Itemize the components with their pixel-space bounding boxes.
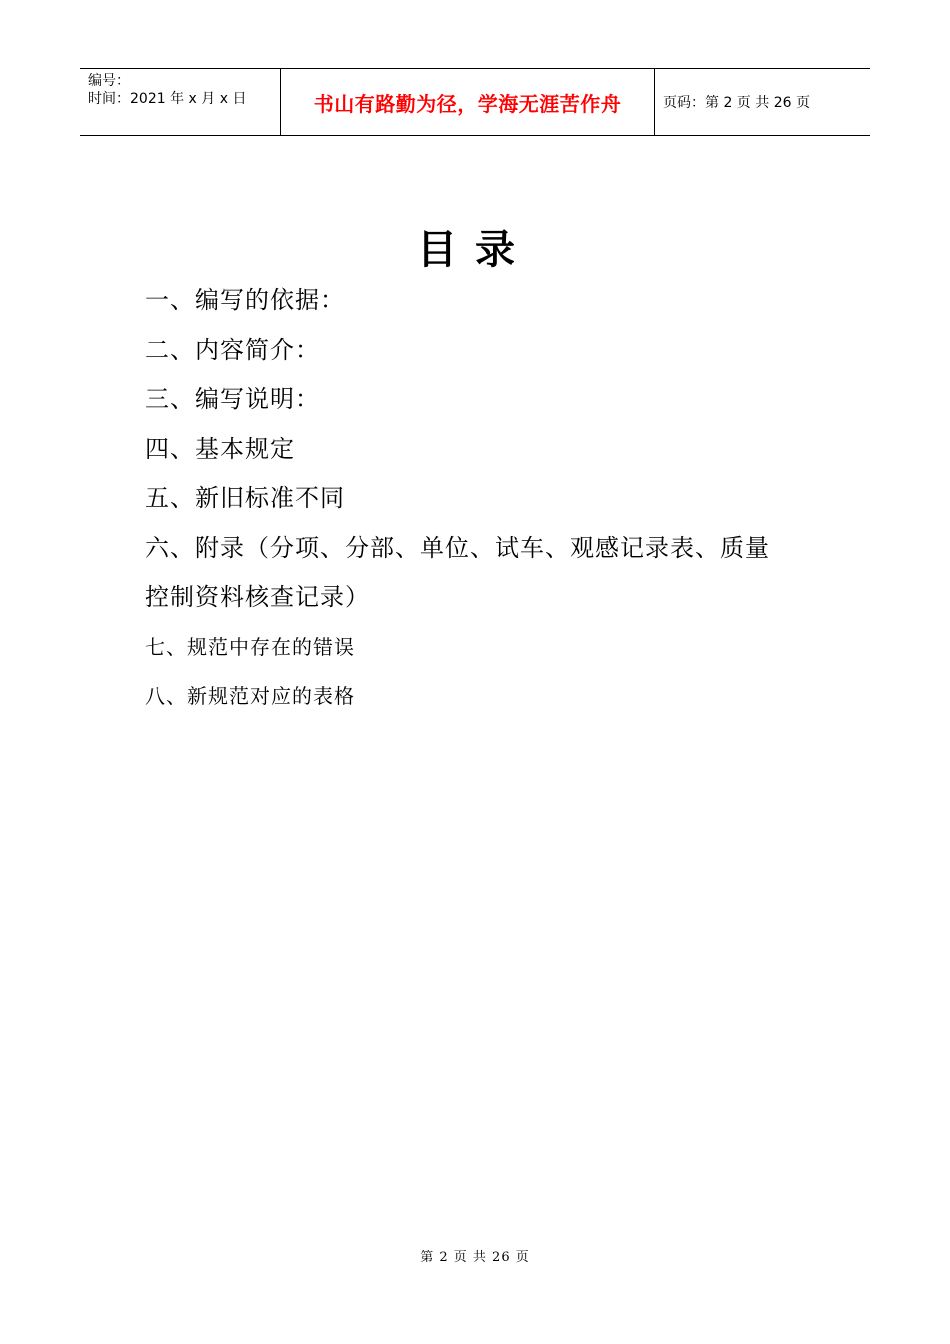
document-date: 时间：2021 年 x 月 x 日	[88, 91, 247, 107]
toc-item: 七、规范中存在的错误	[145, 634, 355, 659]
toc-item: 三、编写说明：	[145, 385, 320, 413]
header-page-info: 页码：第 2 页 共 26 页	[663, 95, 810, 111]
page-title: 目录	[417, 227, 533, 273]
header-motto-cell	[281, 69, 655, 135]
header-motto: 书山有路勤为径，学海无涯苦作舟	[313, 91, 622, 116]
toc-item: 四、基本规定	[145, 434, 295, 463]
toc-item: 五、新旧标准不同	[145, 484, 345, 512]
toc-item: 六、附录（分项、分部、单位、试车、观感记录表、质量	[145, 533, 770, 562]
toc-item: 二、内容简介：	[145, 335, 320, 364]
document-number-label: 编号：	[88, 73, 130, 89]
page-footer: 第 2 页 共 26 页	[420, 1250, 530, 1265]
toc-item: 八、新规范对应的表格	[145, 684, 355, 708]
document-header	[80, 68, 870, 136]
table-of-contents	[145, 276, 825, 722]
header-meta-cell	[80, 69, 281, 135]
toc-item-continuation: 控制资料核查记录）	[145, 583, 370, 611]
toc-item: 一、编写的依据：	[145, 286, 345, 314]
header-page-cell	[655, 69, 870, 135]
